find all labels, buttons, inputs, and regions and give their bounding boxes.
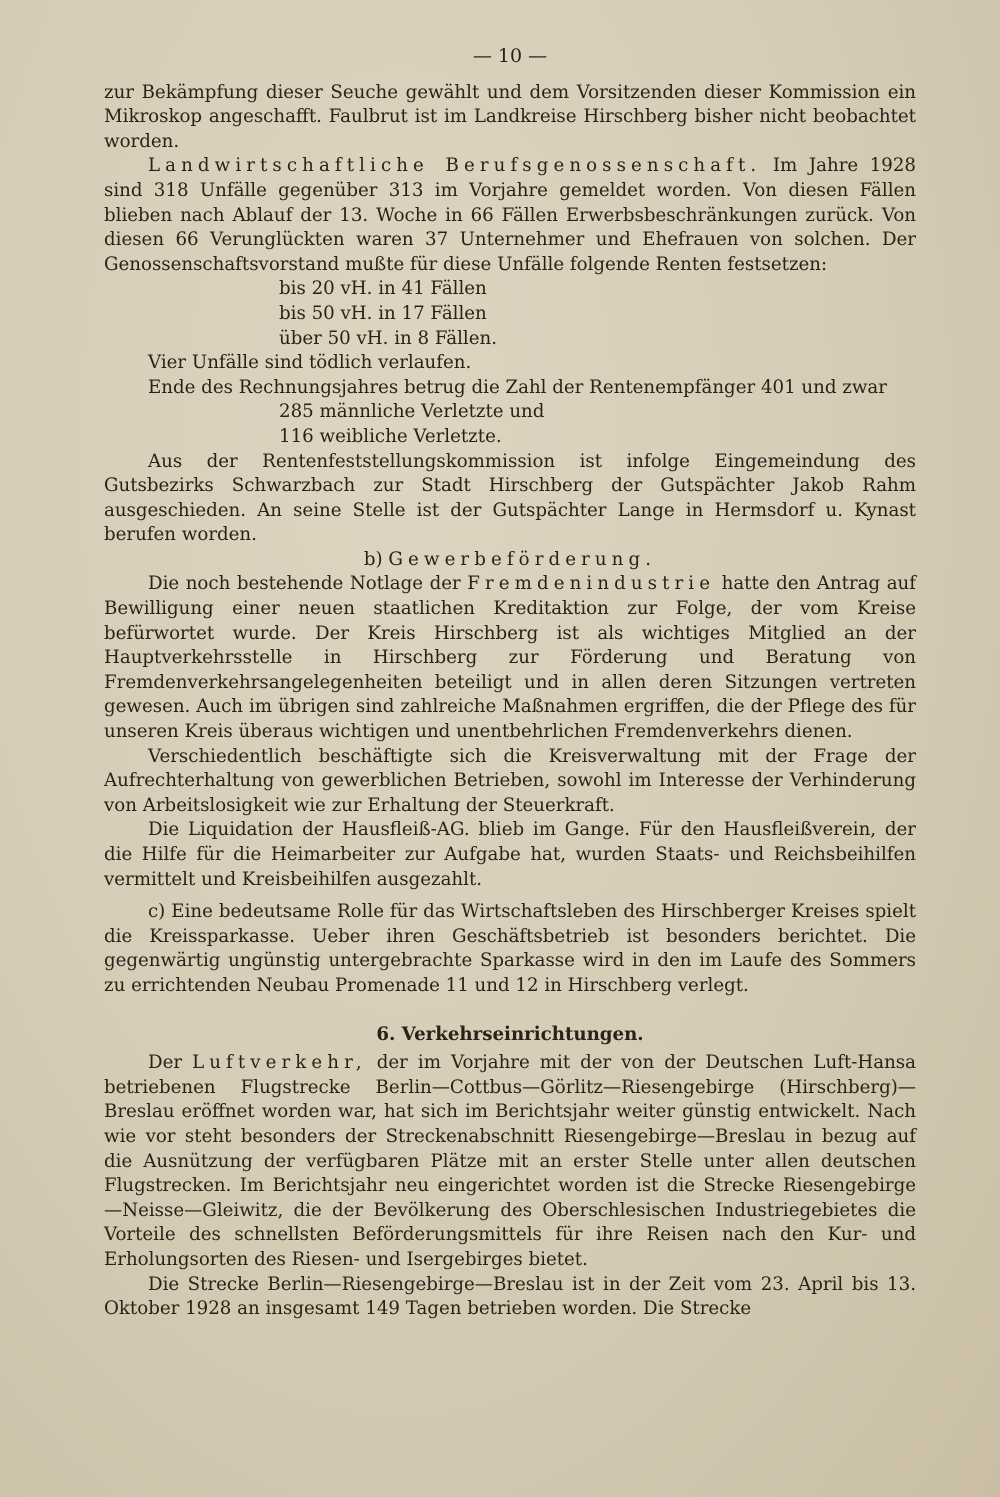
page-number: — 10 —	[472, 45, 548, 67]
document-page	[104, 44, 916, 1322]
list-item: 285 männliche Verletzte und	[279, 401, 545, 423]
renten-list	[104, 277, 916, 351]
paragraph-kreissparkasse: c) Eine bedeutsame Rolle für das Wirtschaftsleben des Hirschberger Kreises spielt die Kreissparkasse. Ueber ihren Geschäftsbetrieb ist besonders berichtet. Die gegenwärtig ungünstig untergebrachte Sparkasse wird in den im Laufe des Sommers zu errichtenden Neubau Promenade 11 und 12 in Hirschberg verlegt.	[104, 901, 916, 996]
list-item: 116 weibliche Verletzte.	[279, 425, 502, 447]
subheading-gewerbefoerderung	[104, 548, 916, 573]
emphasis-fremdenindustrie: Fremdenindustrie	[467, 573, 716, 595]
paragraph-hausfleiss: Die Liquidation der Hausfleiß-AG. blieb im Gange. Für den Hausfleißverein, der die Hilfe für die Heimarbeiter zur Aufgabe hat, wurden Staats- und Reichsbeihilfen vermittelt und Kreisbeihilfen ausgezahlt.	[104, 819, 916, 890]
empfaenger-list	[104, 400, 916, 449]
paragraph-strecke: Die Strecke Berlin—Riesengebirge—Breslau ist in der Zeit vom 23. April bis 13. Oktober 1928 an insgesamt 149 Tagen betrieben worden. Die Strecke	[104, 1273, 916, 1320]
paragraph-berufsgenossenschaft	[104, 154, 916, 277]
text-run: Der	[148, 1052, 193, 1074]
paragraph-kreisverwaltung: Verschiedentlich beschäftigte sich die Kreisverwaltung mit der Frage der Aufrechterhaltung von gewerblichen Betrieben, sowohl im Interesse der Verhinderung von Arbeitslosigkeit wie zur Erhaltung der Steuerkraft.	[104, 745, 916, 816]
subheading-title: Gewerbeförderung.	[388, 548, 657, 570]
paragraph-luftverkehr	[104, 1051, 916, 1272]
paragraph-fremdenindustrie	[104, 572, 916, 744]
paragraph-berufsgenossenschaft-text: Im Jahre 1928 sind 318 Unfälle gegenüber 313 im Vorjahre gemeldet worden. Von diesen Fällen blieben nach Ablauf der 13. Woche in 66 Fällen Erwerbsbeschränkungen zurück. Von diesen 66 Verunglückten waren 37 Unternehmer und Ehefrauen von solchen. Der Genossenschaftsvorstand mußte für diese Unfälle folgende Renten festsetzen:	[104, 155, 916, 275]
list-item: bis 50 vH. in 17 Fällen	[279, 302, 487, 324]
paragraph-toedlich: Vier Unfälle sind tödlich verlaufen.	[148, 352, 472, 374]
subheading-prefix: b)	[363, 548, 389, 570]
paragraph-kommission: Aus der Rentenfeststellungskommission ist infolge Eingemeindung des Gutsbezirks Schwarzbach zur Stadt Hirschberg der Gutspächter Jakob Rahm ausgeschieden. An seine Stelle ist der Gutspächter Lange in Hermsdorf u. Kynast berufen worden.	[104, 450, 916, 546]
paragraph-rentenempfaenger: Ende des Rechnungsjahres betrug die Zahl der Rentenempfänger 401 und zwar	[148, 376, 887, 398]
list-item: über 50 vH. in 8 Fällen.	[279, 327, 498, 349]
section-label-berufsgenossenschaft: Landwirtschaftliche Berufsgenossenschaft.	[148, 155, 762, 177]
section-heading-verkehrseinrichtungen: 6. Verkehrseinrichtungen.	[376, 1023, 644, 1045]
emphasis-luftverkehr: Luftverkehr,	[192, 1052, 367, 1074]
text-run: der im Vorjahre mit der von der Deutschen Luft-Hansa betriebenen Flugstrecke Berlin—Cottbus—Görlitz—Riesengebirge (Hirschberg)—Breslau eröffnet worden war, hat sich im Berichtsjahr weiter günstig entwickelt. Nach wie vor steht besonders der Streckenabschnitt Riesengebirge—Breslau in bezug auf die Ausnützung der verfügbaren Plätze mit an erster Stelle unter allen deutschen Flugstrecken. Im Berichtsjahr neu eingerichtet worden ist die Strecke Riesengebirge —Neisse—Gleiwitz, die der Bevölkerung des Oberschlesischen Industriegebietes die Vorteile des schnellsten Beförderungsmittels für ihre Reisen nach den Kur- und Erholungsorten des Riesen- und Isergebirges bietet.	[104, 1052, 916, 1270]
text-run: hatte den Antrag auf Bewilligung einer neuen staatlichen Kreditaktion zur Folge, der vom Kreise befürwortet wurde. Der Kreis Hirschberg ist als wichtiges Mitglied an der Hauptverkehrsstelle in Hirschberg zur Förderung und Beratung von Fremdenverkehrsangelegenheiten beteiligt und in allen deren Sitzungen vertreten gewesen. Auch im übrigen sind zahlreiche Maßnahmen ergriffen, die der Pflege des für unseren Kreis überaus wichtigen und unentbehrlichen Fremdenverkehrs dienen.	[104, 573, 916, 743]
list-item: bis 20 vH. in 41 Fällen	[279, 278, 487, 300]
paragraph-faulbrut: zur Bekämpfung dieser Seuche gewählt und dem Vorsitzenden dieser Kommission ein Mikroskop angeschafft. Faulbrut ist im Landkreise Hirschberg bisher nicht beobachtet worden.	[104, 81, 916, 152]
text-run: Die noch bestehende Notlage der	[148, 573, 468, 595]
